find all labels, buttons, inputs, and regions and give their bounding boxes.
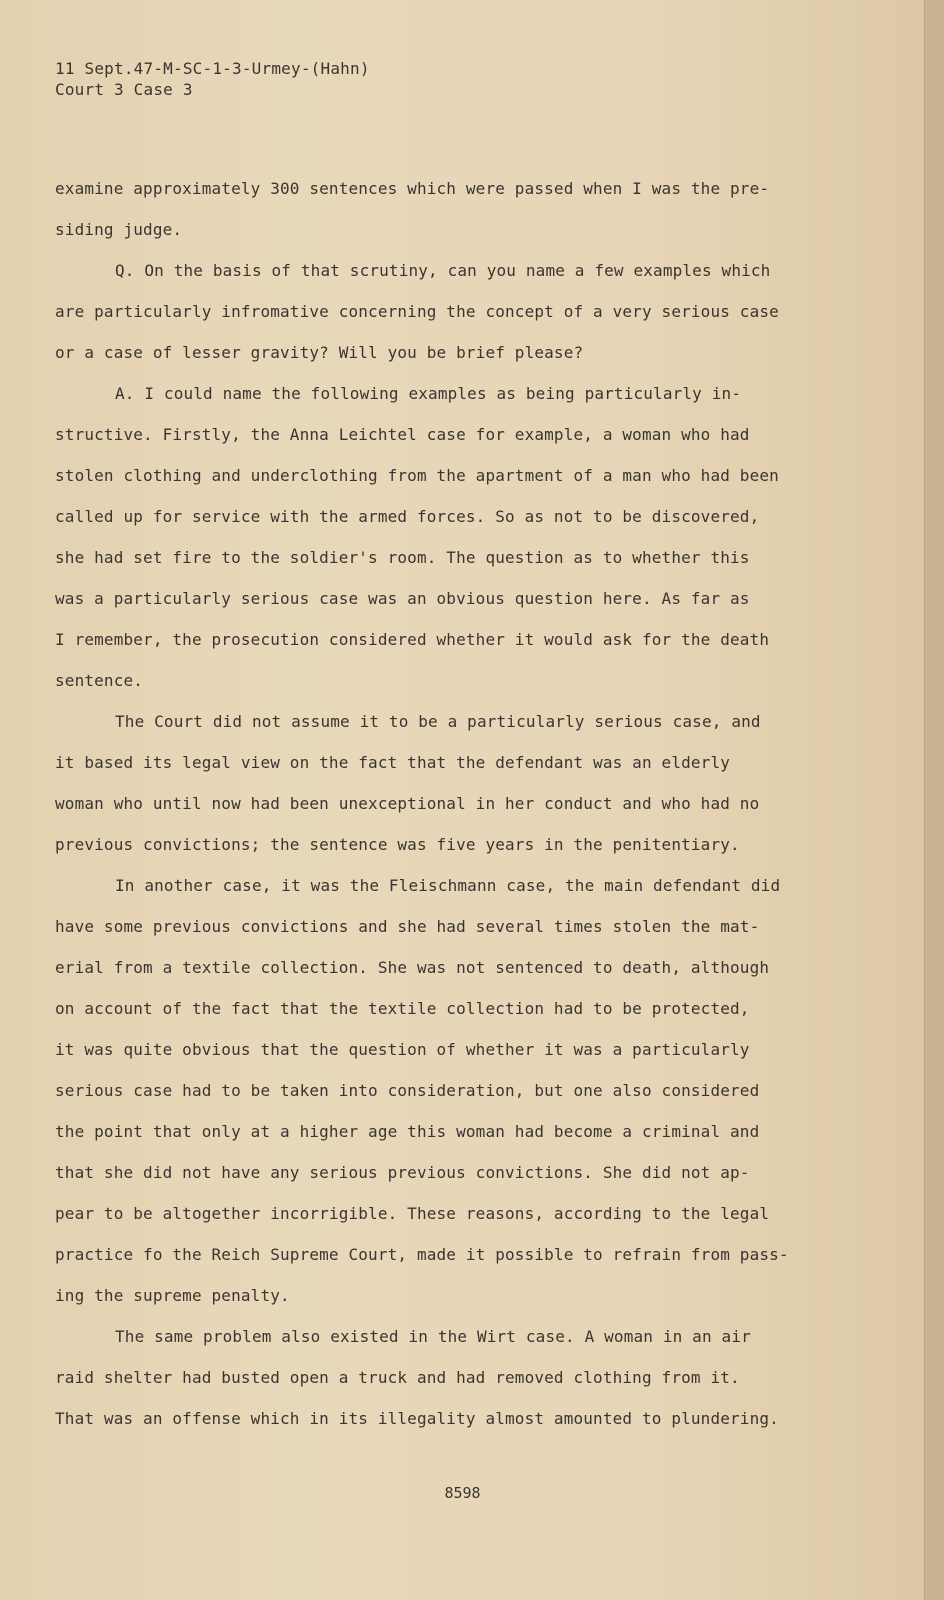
paper-edge bbox=[924, 0, 944, 1600]
transcript-line: In another case, it was the Fleischmann case, the main defendant did bbox=[115, 876, 781, 895]
transcript-line: that she did not have any serious previous convictions. She did not ap- bbox=[55, 1163, 750, 1182]
transcript-line: raid shelter had busted open a truck and had removed clothing from it. bbox=[55, 1368, 740, 1387]
transcript-line: the point that only at a higher age this woman had become a criminal and bbox=[55, 1122, 760, 1141]
transcript-line: stolen clothing and underclothing from the apartment of a man who had been bbox=[55, 466, 779, 485]
transcript-line: I remember, the prosecution considered whether it would ask for the death bbox=[55, 630, 770, 649]
transcript-line: was a particularly serious case was an obvious question here. As far as bbox=[55, 589, 750, 608]
header-court-line: Court 3 Case 3 bbox=[55, 80, 193, 99]
page-number: 8598 bbox=[444, 1484, 481, 1502]
transcript-line: sentence. bbox=[55, 671, 144, 690]
transcript-line: examine approximately 300 sentences which were passed when I was the pre- bbox=[55, 179, 770, 198]
transcript-line: A. I could name the following examples as being particularly in- bbox=[115, 384, 742, 403]
transcript-body bbox=[55, 168, 845, 1439]
transcript-line: woman who until now had been unexceptional in her conduct and who had no bbox=[55, 794, 760, 813]
transcript-line: ing the supreme penalty. bbox=[55, 1286, 290, 1305]
transcript-line: The same problem also existed in the Wirt case. A woman in an air bbox=[115, 1327, 751, 1346]
transcript-line: The Court did not assume it to be a particularly serious case, and bbox=[115, 712, 761, 731]
transcript-line: called up for service with the armed forces. So as not to be discovered, bbox=[55, 507, 760, 526]
transcript-line: previous convictions; the sentence was five years in the penitentiary. bbox=[55, 835, 740, 854]
transcript-line: it based its legal view on the fact that the defendant was an elderly bbox=[55, 753, 731, 772]
transcript-line: pear to be altogether incorrigible. These reasons, according to the legal bbox=[55, 1204, 770, 1223]
transcript-line: Q. On the basis of that scrutiny, can you name a few examples which bbox=[115, 261, 771, 280]
transcript-line: have some previous convictions and she had several times stolen the mat- bbox=[55, 917, 760, 936]
transcript-line: erial from a textile collection. She was not sentenced to death, although bbox=[55, 958, 770, 977]
transcript-line: practice fo the Reich Supreme Court, made it possible to refrain from pass- bbox=[55, 1245, 789, 1264]
transcript-line: are particularly infromative concerning the concept of a very serious case bbox=[55, 302, 779, 321]
header-reference-line: 11 Sept.47-M-SC-1-3-Urmey-(Hahn) bbox=[55, 59, 370, 78]
transcript-line: serious case had to be taken into consideration, but one also considered bbox=[55, 1081, 760, 1100]
document-header bbox=[55, 58, 370, 100]
transcript-line: or a case of lesser gravity? Will you be brief please? bbox=[55, 343, 584, 362]
transcript-line: it was quite obvious that the question of whether it was a particularly bbox=[55, 1040, 750, 1059]
transcript-line: she had set fire to the soldier's room. The question as to whether this bbox=[55, 548, 750, 567]
transcript-line: structive. Firstly, the Anna Leichtel case for example, a woman who had bbox=[55, 425, 750, 444]
transcript-line: on account of the fact that the textile collection had to be protected, bbox=[55, 999, 750, 1018]
transcript-line: That was an offense which in its illegality almost amounted to plundering. bbox=[55, 1409, 779, 1428]
transcript-line: siding judge. bbox=[55, 220, 183, 239]
